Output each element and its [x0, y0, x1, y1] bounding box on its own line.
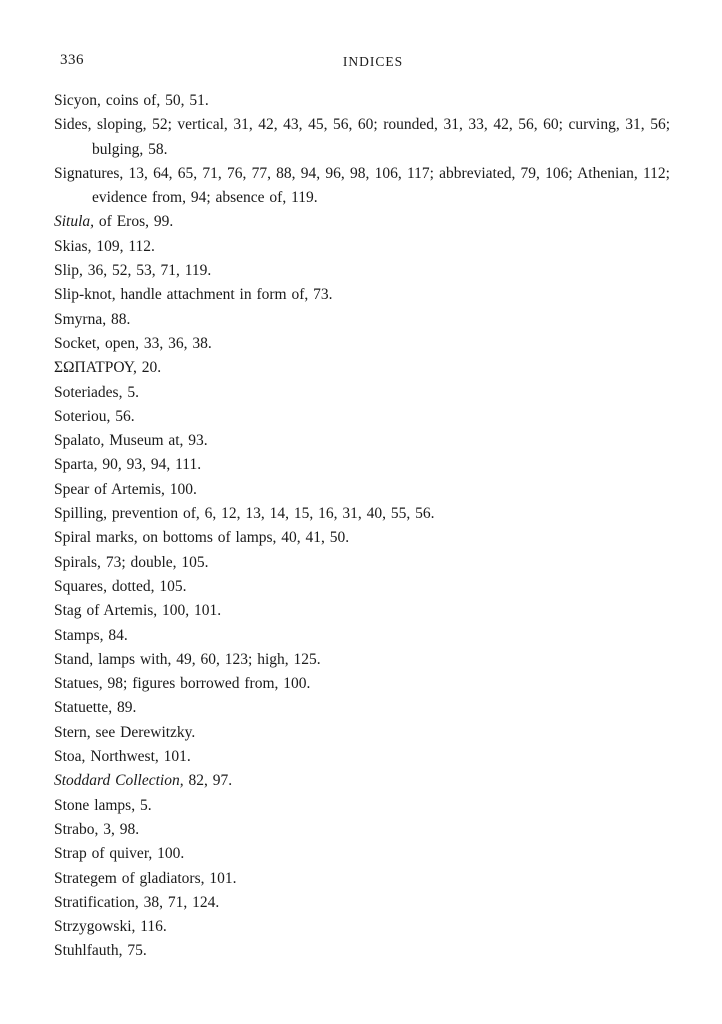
index-entry-heading: Stern,: [54, 723, 91, 741]
index-entry-references: 89.: [112, 699, 137, 717]
index-entry: [54, 794, 670, 818]
index-entry-heading: Sicyon,: [54, 92, 101, 109]
index-entries-list: [54, 89, 670, 964]
index-entry-references: 116.: [135, 918, 167, 936]
index-entry-heading: Stamps,: [54, 626, 104, 644]
index-entry-references: 5.: [122, 383, 139, 401]
index-entry: [54, 453, 670, 477]
index-entry-references: 13, 64, 65, 71, 76, 77, 88, 94, 96, 98, 106, 117; abbreviated, 79, 106; Athenian, 112; evidence from, 94; absence of, 119.: [92, 164, 670, 207]
index-entry-references: see Derewitzky.: [90, 723, 196, 741]
index-entry-heading: Sparta,: [54, 456, 98, 474]
page-number: 336: [60, 52, 84, 68]
index-entry-heading: Stoa,: [54, 748, 86, 766]
index-entry: [54, 745, 670, 769]
index-entry: [54, 381, 670, 405]
index-entry-heading: Spear: [54, 480, 90, 498]
index-entry-references: sloping, 52; vertical, 31, 42, 43, 45, 56, 60; rounded, 31, 33, 42, 56, 60; curving, 31, 56; bulging, 58.: [91, 116, 670, 158]
index-entry-references: lamps, 5.: [89, 796, 152, 814]
index-entry: [54, 939, 670, 963]
index-entry-heading: Soteriou,: [54, 407, 111, 425]
index-entry-heading: Stratification,: [54, 893, 139, 911]
index-entry-references: 75.: [122, 942, 147, 960]
index-entry-references: of Eros, 99.: [94, 213, 174, 231]
index-entry: [54, 648, 670, 672]
index-entry-heading: Spirals,: [54, 553, 101, 571]
index-entry-references: open, 33, 36, 38.: [100, 334, 212, 352]
index-entry-heading: Slip,: [54, 262, 83, 280]
index-entry-references: prevention of, 6, 12, 13, 14, 15, 16, 31, 40, 55, 56.: [106, 505, 435, 523]
index-entry-references: 38, 71, 124.: [138, 893, 220, 911]
index-entry: [54, 915, 670, 939]
index-entry: [54, 551, 670, 575]
index-entry-references: 36, 52, 53, 71, 119.: [82, 262, 212, 280]
index-entry: [54, 624, 670, 648]
index-entry-heading: Soteriades,: [54, 383, 123, 401]
index-entry-heading: Stone: [54, 796, 90, 814]
index-entry: [54, 162, 670, 211]
index-entry-heading: Smyrna,: [54, 310, 107, 328]
index-entry: [54, 575, 670, 599]
index-entry-references: 56.: [110, 407, 135, 425]
index-entry: [54, 89, 670, 113]
index-entry-heading: Skias,: [54, 237, 92, 255]
index-entry-heading: Spalato,: [54, 432, 105, 450]
index-entry: [54, 308, 670, 332]
index-entry-references: 73; double, 105.: [100, 553, 209, 571]
index-entry-heading: Socket,: [54, 334, 101, 352]
index-entry-references: Northwest, 101.: [85, 748, 191, 766]
index-entry-heading: Strategem: [54, 869, 117, 887]
index-entry-references: 88.: [106, 310, 131, 328]
index-entry-heading: Strabo,: [54, 820, 99, 838]
index-entry: [54, 818, 670, 842]
index-entry-heading: Spiral: [54, 529, 92, 547]
index-entry-references: 84.: [103, 626, 128, 644]
index-entry: [54, 502, 670, 526]
index-entry: [54, 259, 670, 283]
index-entry-references: of quiver, 100.: [86, 845, 185, 863]
index-entry: [54, 210, 670, 234]
index-entry-heading: Sides,: [54, 116, 92, 134]
index-entry-references: lamps with, 49, 60, 123; high, 125.: [93, 650, 321, 668]
index-entry: [54, 891, 670, 915]
index-entry: [54, 429, 670, 453]
index-entry-references: of Artemis, 100, 101.: [81, 602, 222, 620]
index-entry: [54, 478, 670, 502]
index-entry-heading: Slip-knot,: [54, 286, 116, 304]
index-entry: [54, 526, 670, 550]
index-entry-heading: Situla,: [54, 213, 95, 231]
index-entry: [54, 283, 670, 307]
index-entry-references: 90, 93, 94, 111.: [97, 456, 202, 474]
index-entry-heading: Strzygowski,: [54, 918, 136, 936]
index-entry-heading: Strap: [54, 845, 87, 863]
page-header: [60, 52, 668, 74]
index-entry-heading: Signatures,: [54, 164, 124, 182]
index-entry-heading: Statues,: [54, 675, 103, 693]
index-entry: [54, 235, 670, 259]
index-entry-references: dotted, 105.: [106, 577, 187, 595]
index-entry-heading: Stand,: [54, 650, 94, 668]
index-entry-heading: Stag: [54, 602, 82, 620]
index-entry-references: 3, 98.: [98, 820, 140, 838]
index-entry: [54, 599, 670, 623]
index-entry-references: of gladiators, 101.: [116, 869, 237, 887]
index-entry: [54, 721, 670, 745]
index-entry: [54, 867, 670, 891]
index-entry-references: 109, 112.: [91, 237, 155, 255]
index-entry: [54, 769, 670, 793]
index-entry: [54, 405, 670, 429]
index-entry-references: 98; figures borrowed from, 100.: [102, 675, 311, 693]
index-entry-references: marks, on bottoms of lamps, 40, 41, 50.: [91, 529, 350, 547]
index-entry-references: Museum at, 93.: [104, 432, 208, 450]
index-entry: [54, 842, 670, 866]
index-entry-heading: ΣΩΠΑΤΡΟΥ,: [54, 359, 137, 377]
index-entry: [54, 113, 670, 162]
index-entry: [54, 696, 670, 720]
index-entry-references: 20.: [136, 359, 162, 377]
index-entry: [54, 332, 670, 356]
index-entry-heading: Spilling,: [54, 505, 107, 523]
index-entry-references: of Artemis, 100.: [89, 480, 197, 498]
index-entry-references: coins of, 50, 51.: [100, 92, 209, 109]
index-entry-heading: Stoddard Collection,: [54, 772, 184, 790]
index-entry: [54, 672, 670, 696]
index-entry-heading: Squares,: [54, 577, 107, 595]
index-entry-references: 82, 97.: [183, 772, 233, 790]
index-entry: [54, 356, 670, 380]
index-entry-heading: Stuhlfauth,: [54, 942, 123, 960]
running-head: INDICES: [342, 54, 404, 69]
index-entry-heading: Statuette,: [54, 699, 113, 717]
index-entry-references: handle attachment in form of, 73.: [115, 286, 333, 304]
